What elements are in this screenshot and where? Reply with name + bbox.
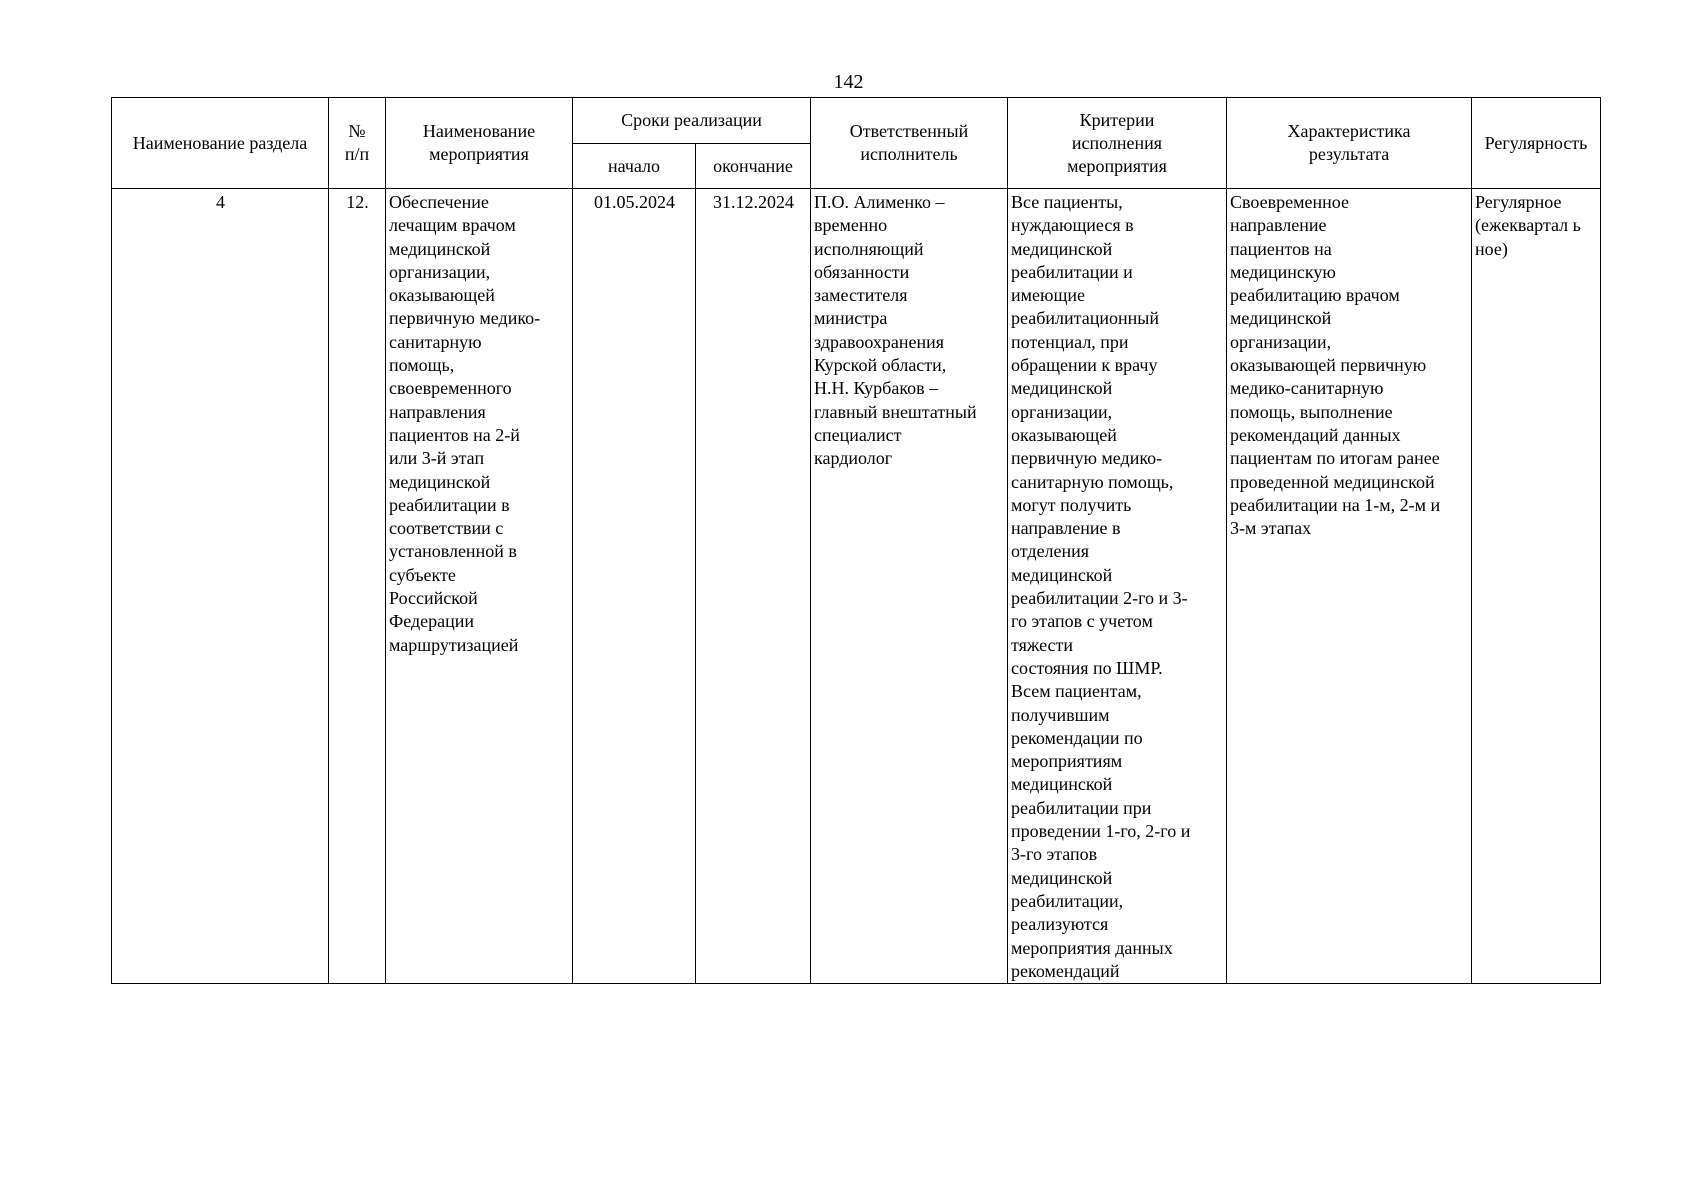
text-line: рекомендации по [1011, 727, 1143, 748]
text-line: помощь, выполнение [1230, 401, 1393, 422]
header-start: начало [573, 144, 696, 189]
text-line: медицинской [1011, 238, 1113, 259]
header-result-line: результата [1308, 144, 1390, 164]
text-line: медицинской [389, 238, 491, 259]
text-line: временно [814, 215, 888, 236]
cell-start-date [573, 189, 696, 984]
activity-plan-table [111, 97, 1601, 984]
text-line: своевременного [389, 378, 512, 399]
cell-section [112, 189, 329, 984]
text-line: направление [1230, 215, 1327, 236]
text-line: первичную медико- [389, 308, 541, 329]
text-line: направление в [1011, 518, 1121, 539]
header-event-name [386, 98, 573, 189]
header-event-name-line: мероприятия [429, 144, 529, 164]
text-line: пациентам по итогам ранее [1230, 448, 1440, 469]
text-line: мероприятия данных [1011, 937, 1173, 958]
text-line: организации, [389, 261, 491, 282]
header-criteria [1008, 98, 1227, 189]
text-line: реализуются [1011, 914, 1109, 935]
text-line: направления [389, 401, 486, 422]
header-event-name-line: Наименование [422, 121, 536, 141]
text-line: П.О. Алименко – [814, 192, 945, 212]
cell-regularity [1472, 189, 1601, 984]
cell-event-lines [386, 189, 572, 657]
text-line: реабилитационный [1011, 308, 1159, 329]
text-line: проведенной медицинской [1230, 471, 1435, 492]
text-line: состояния по ШМР. [1011, 657, 1163, 678]
text-line: тяжести [1011, 634, 1074, 655]
text-line: кардиолог [814, 448, 893, 469]
text-line: субъекте [389, 564, 456, 585]
cell-end-date [696, 189, 811, 984]
text-line: специалист [814, 424, 902, 445]
cell-start-date-text: 01.05.2024 [594, 192, 675, 212]
text-line: 3-го этапов [1011, 844, 1098, 865]
text-line: министра [814, 308, 888, 329]
text-line: проведении 1-го, 2-го и [1011, 821, 1191, 842]
text-line: Всем пациентам, [1011, 681, 1142, 702]
cell-criteria-lines [1008, 189, 1226, 983]
cell-section-text: 4 [216, 192, 225, 212]
cell-event [386, 189, 573, 984]
text-line: пациентов на [1230, 238, 1332, 259]
text-line: потенциал, при [1011, 331, 1129, 352]
text-line: организации, [1230, 331, 1332, 352]
text-line: исполняющий [814, 238, 924, 259]
cell-number-text: 12. [346, 192, 369, 212]
text-line: медицинской [1230, 308, 1332, 329]
text-line: медицинской [1011, 378, 1113, 399]
text-line: помощь, [389, 355, 455, 376]
text-line: заместителя [814, 285, 908, 306]
text-line: Регулярное [1475, 192, 1562, 212]
text-line: могут получить [1011, 494, 1132, 515]
cell-result-lines [1227, 189, 1471, 540]
header-number [329, 98, 386, 189]
text-line: рекомендаций данных [1230, 424, 1401, 445]
header-criteria-line: исполнения [1071, 132, 1163, 153]
text-line: обращении к врачу [1011, 355, 1158, 376]
text-line: имеющие [1011, 285, 1085, 306]
text-line: пациентов на 2-й [389, 424, 520, 445]
page-number: 142 [833, 71, 864, 93]
text-line: медицинской [1011, 867, 1113, 888]
text-line: реабилитации, [1011, 890, 1124, 911]
text-line: реабилитации на 1-м, 2-м и [1230, 494, 1441, 515]
text-line: обязанности [814, 261, 910, 282]
cell-regularity-lines [1472, 189, 1600, 261]
header-result-line: Характеристика [1287, 121, 1411, 141]
text-line: оказывающей первичную [1230, 355, 1427, 376]
text-line: реабилитацию врачом [1230, 285, 1400, 306]
text-line: нуждающиеся в [1011, 215, 1134, 236]
cell-end-date-text: 31.12.2024 [713, 192, 794, 212]
header-row-primary [112, 98, 1601, 144]
text-line: 3-м этапах [1230, 518, 1312, 539]
text-line: главный внештатный [814, 401, 977, 422]
text-line: медицинской [1011, 564, 1113, 585]
text-line: Н.Н. Курбаков – [814, 378, 939, 399]
text-line: оказывающей [389, 285, 495, 306]
header-section-name: Наименование раздела [112, 98, 329, 189]
header-result [1227, 98, 1472, 189]
text-line: здравоохранения [814, 331, 945, 352]
text-line: медицинской [389, 471, 491, 492]
text-line: оказывающей [1011, 424, 1117, 445]
table-row [112, 189, 1601, 984]
header-criteria-line: мероприятия [1067, 155, 1167, 176]
text-line: го этапов с учетом [1011, 611, 1153, 632]
header-responsible-line: Ответственный [849, 121, 969, 141]
text-line: мероприятиям [1011, 751, 1123, 772]
text-line: установленной в [389, 541, 517, 562]
cell-responsible-lines [811, 189, 1007, 471]
text-line: реабилитации в [389, 494, 510, 515]
header-end: окончание [696, 144, 811, 189]
text-line: реабилитации и [1011, 261, 1133, 282]
header-responsible [811, 98, 1008, 189]
text-line: соответствии с [389, 518, 504, 539]
header-number-line: п/п [344, 144, 370, 164]
cell-responsible [811, 189, 1008, 984]
text-line: первичную медико- [1011, 448, 1163, 469]
text-line: маршрутизацией [389, 634, 519, 655]
text-line: реабилитации 2-го и 3- [1011, 588, 1188, 609]
cell-number [329, 189, 386, 984]
text-line: медицинской [1011, 774, 1113, 795]
text-line: реабилитации при [1011, 797, 1152, 818]
text-line: получившим [1011, 704, 1110, 725]
header-timeframe: Сроки реализации [573, 98, 811, 144]
header-number-line: № [348, 121, 366, 141]
text-line: (ежеквартал ь [1475, 215, 1581, 236]
text-line: медико-санитарную [1230, 378, 1384, 399]
text-line: Российской [389, 588, 478, 609]
text-line: рекомендаций [1011, 960, 1120, 981]
text-line: Обеспечение [389, 192, 489, 212]
header-criteria-line: Критерии [1079, 109, 1155, 130]
text-line: отделения [1011, 541, 1090, 562]
cell-result [1227, 189, 1472, 984]
text-line: ное) [1475, 238, 1508, 259]
text-line: лечащим врачом [389, 215, 516, 236]
text-line: Все пациенты, [1011, 192, 1123, 212]
header-regularity: Регулярность [1472, 98, 1601, 189]
text-line: Федерации [389, 611, 475, 632]
text-line: Своевременное [1230, 192, 1349, 212]
text-line: медицинскую [1230, 261, 1336, 282]
header-responsible-line: исполнитель [860, 144, 958, 164]
text-line: санитарную [389, 331, 482, 352]
text-line: санитарную помощь, [1011, 471, 1174, 492]
text-line: или 3-й этап [389, 448, 485, 469]
text-line: организации, [1011, 401, 1113, 422]
cell-criteria [1008, 189, 1227, 984]
text-line: Курской области, [814, 355, 947, 376]
